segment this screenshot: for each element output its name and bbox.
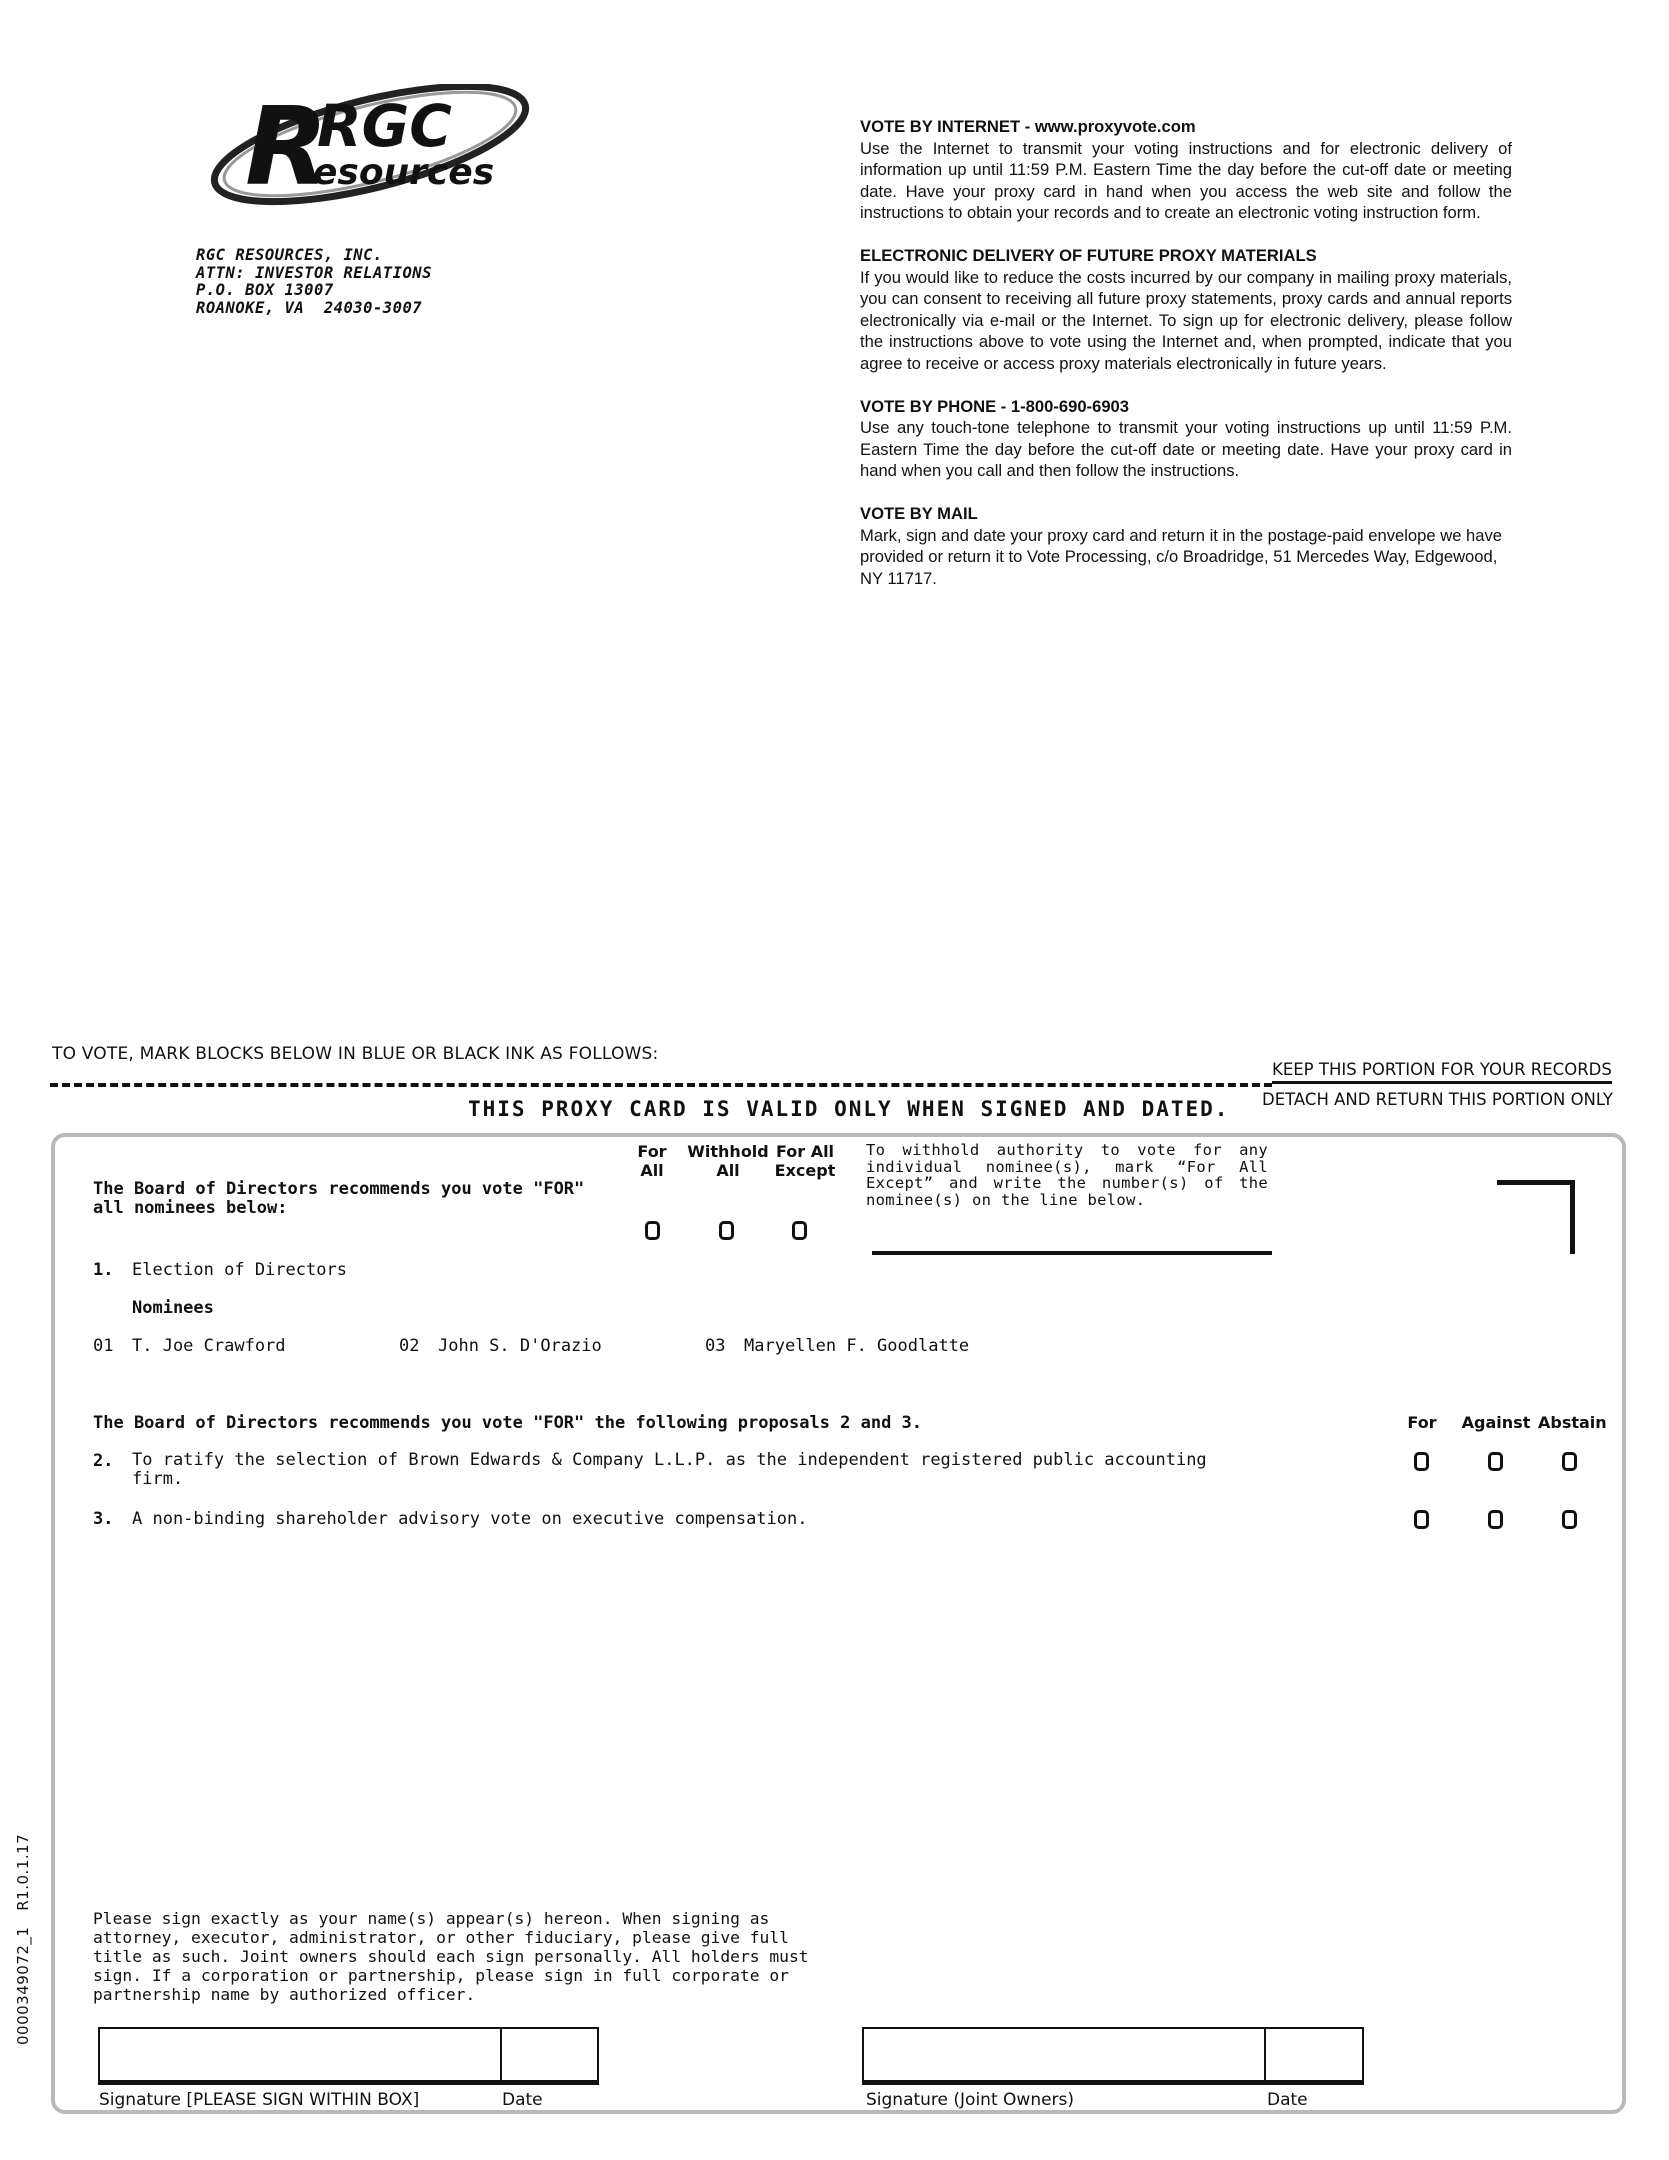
svg-text:RGC: RGC [317, 92, 452, 160]
address-line: ROANOKE, VA 24030-3007 [196, 298, 423, 317]
date-label: Date [502, 2090, 543, 2110]
proposals-recommendation: The Board of Directors recommends you vote "FOR" the following proposals 2 and 3. [93, 1413, 923, 1433]
address-line: RGC RESOURCES, INC. [196, 246, 383, 264]
section-body: Use the Internet to transmit your voting instructions and for electronic delivery of information up until 11:59 P.M. Eastern Time the day before the cut-off date or meeting date. Have your proxy card in hand when you access the web site and follow the instructions to obtain your records and to create an electronic voting instruction form. [860, 138, 1512, 222]
nominee-number: 03 [705, 1336, 726, 1356]
signing-instructions: Please sign exactly as your name(s) appear(s) hereon. When signing as attorney, executor, administrator, or other fiduciary, please give full title as such. Joint owners should each sign personally. All holders must sign. If a corporation or partnership, please sign in full corporate or partnership name by authorized officer. [93, 1909, 809, 2004]
withhold-all-checkbox[interactable] [719, 1221, 734, 1240]
detach-return-label: DETACH AND RETURN THIS PORTION ONLY [1262, 1090, 1613, 1109]
keep-portion-label: KEEP THIS PORTION FOR YOUR RECORDS [1272, 1060, 1612, 1084]
return-address [196, 247, 432, 317]
signature-label: Signature [PLEASE SIGN WITHIN BOX] [99, 2090, 420, 2110]
section-heading: VOTE BY PHONE - 1-800-690-6903 [860, 396, 1130, 416]
col-abstain: Abstain [1538, 1413, 1607, 1432]
voting-instructions [860, 116, 1512, 611]
joint-date-label: Date [1267, 2090, 1308, 2110]
section-heading: ELECTRONIC DELIVERY OF FUTURE PROXY MATERIALS [860, 246, 1317, 265]
svg-text:esources: esources [313, 152, 495, 193]
section-heading: VOTE BY MAIL [860, 504, 978, 523]
nominee-number: 01 [93, 1336, 114, 1356]
directors-recommendation: The Board of Directors recommends you vote "FOR" all nominees below: [93, 1179, 585, 1218]
proposal-3-against-checkbox[interactable] [1488, 1510, 1503, 1529]
vote-by-mail-section [860, 503, 1512, 589]
nominees-label: Nominees [132, 1298, 214, 1318]
signature-box[interactable] [98, 2027, 599, 2085]
item-election-of-directors: Election of Directors [132, 1260, 347, 1280]
joint-signature-label: Signature (Joint Owners) [866, 2090, 1075, 2110]
item-number: 2. [93, 1451, 114, 1471]
registration-corner-mark [1497, 1180, 1575, 1254]
nominee-write-in-line[interactable] [872, 1251, 1272, 1255]
joint-signature-box[interactable] [862, 2027, 1364, 2085]
nominee-name: T. Joe Crawford [132, 1336, 286, 1356]
for-all-except-checkbox[interactable] [792, 1221, 807, 1240]
proposal-2-abstain-checkbox[interactable] [1562, 1452, 1577, 1471]
for-all-checkbox[interactable] [645, 1221, 660, 1240]
proposal-2-against-checkbox[interactable] [1488, 1452, 1503, 1471]
item-number: 3. [93, 1509, 114, 1529]
proposal-2-for-checkbox[interactable] [1414, 1452, 1429, 1471]
nominee-name: Maryellen F. Goodlatte [744, 1336, 970, 1356]
form-code: 0000349072_1 R1.0.1.17 [14, 1833, 32, 2045]
rgc-resources-logo-icon [205, 84, 535, 209]
item-number: 1. [93, 1260, 114, 1280]
col-for: For [1407, 1413, 1437, 1432]
nominee-number: 02 [399, 1336, 420, 1356]
detach-line [50, 1083, 1272, 1087]
section-body: Mark, sign and date your proxy card and return it in the postage-paid envelope we have provided or return it to Vote Processing, c/o Broadridge, 51 Mercedes Way, Edgewood, NY 11717. [860, 525, 1503, 588]
signature-date-divider [500, 2027, 502, 2085]
section-body: If you would like to reduce the costs incurred by our company in mailing proxy materials, you can consent to receiving all future proxy statements, proxy cards and annual reports electronically via e-mail or the Internet. To sign up for electronic delivery, please follow the instructions above to vote using the Internet and, when prompted, indicate that you agree to receive or access proxy materials electronically in future years. [860, 267, 1512, 373]
vote-by-internet-section [860, 116, 1512, 224]
address-line: ATTN: INVESTOR RELATIONS [196, 263, 432, 282]
proposal-3-for-checkbox[interactable] [1414, 1510, 1429, 1529]
col-against: Against [1461, 1413, 1531, 1432]
address-line: P.O. BOX 13007 [196, 281, 334, 299]
col-for-all-except: For All Except [774, 1142, 836, 1180]
vote-by-phone-section [860, 396, 1512, 482]
withhold-instructions: To withhold authority to vote for any individual nominee(s), mark “For All Except” and write the number(s) of the nominee(s) on the line below. [866, 1141, 1268, 1209]
col-withhold-all: Withhold All [687, 1142, 769, 1180]
proposal-ratify-accounting-firm: To ratify the selection of Brown Edwards & Company L.L.P. as the independent registered public accounting firm. [132, 1450, 1207, 1489]
nominee-name: John S. D'Orazio [438, 1336, 602, 1356]
electronic-delivery-section [860, 245, 1512, 374]
joint-signature-date-divider [1264, 2027, 1266, 2085]
proxy-valid-notice: THIS PROXY CARD IS VALID ONLY WHEN SIGNED AND DATED. [468, 1097, 1230, 1121]
proposal-3-abstain-checkbox[interactable] [1562, 1510, 1577, 1529]
ink-instructions: TO VOTE, MARK BLOCKS BELOW IN BLUE OR BLACK INK AS FOLLOWS: [52, 1044, 659, 1064]
col-for-all: For All [637, 1142, 667, 1180]
section-heading: VOTE BY INTERNET - www.proxyvote.com [860, 117, 1196, 136]
section-body: Use any touch-tone telephone to transmit your voting instructions up until 11:59 P.M. Eastern Time the day before the cut-off date or meeting date. Have your proxy card in hand when you call and then follow the instructions. [860, 418, 1512, 480]
svg-text:R: R [245, 85, 329, 209]
proposal-say-on-pay: A non-binding shareholder advisory vote on executive compensation. [132, 1509, 808, 1529]
